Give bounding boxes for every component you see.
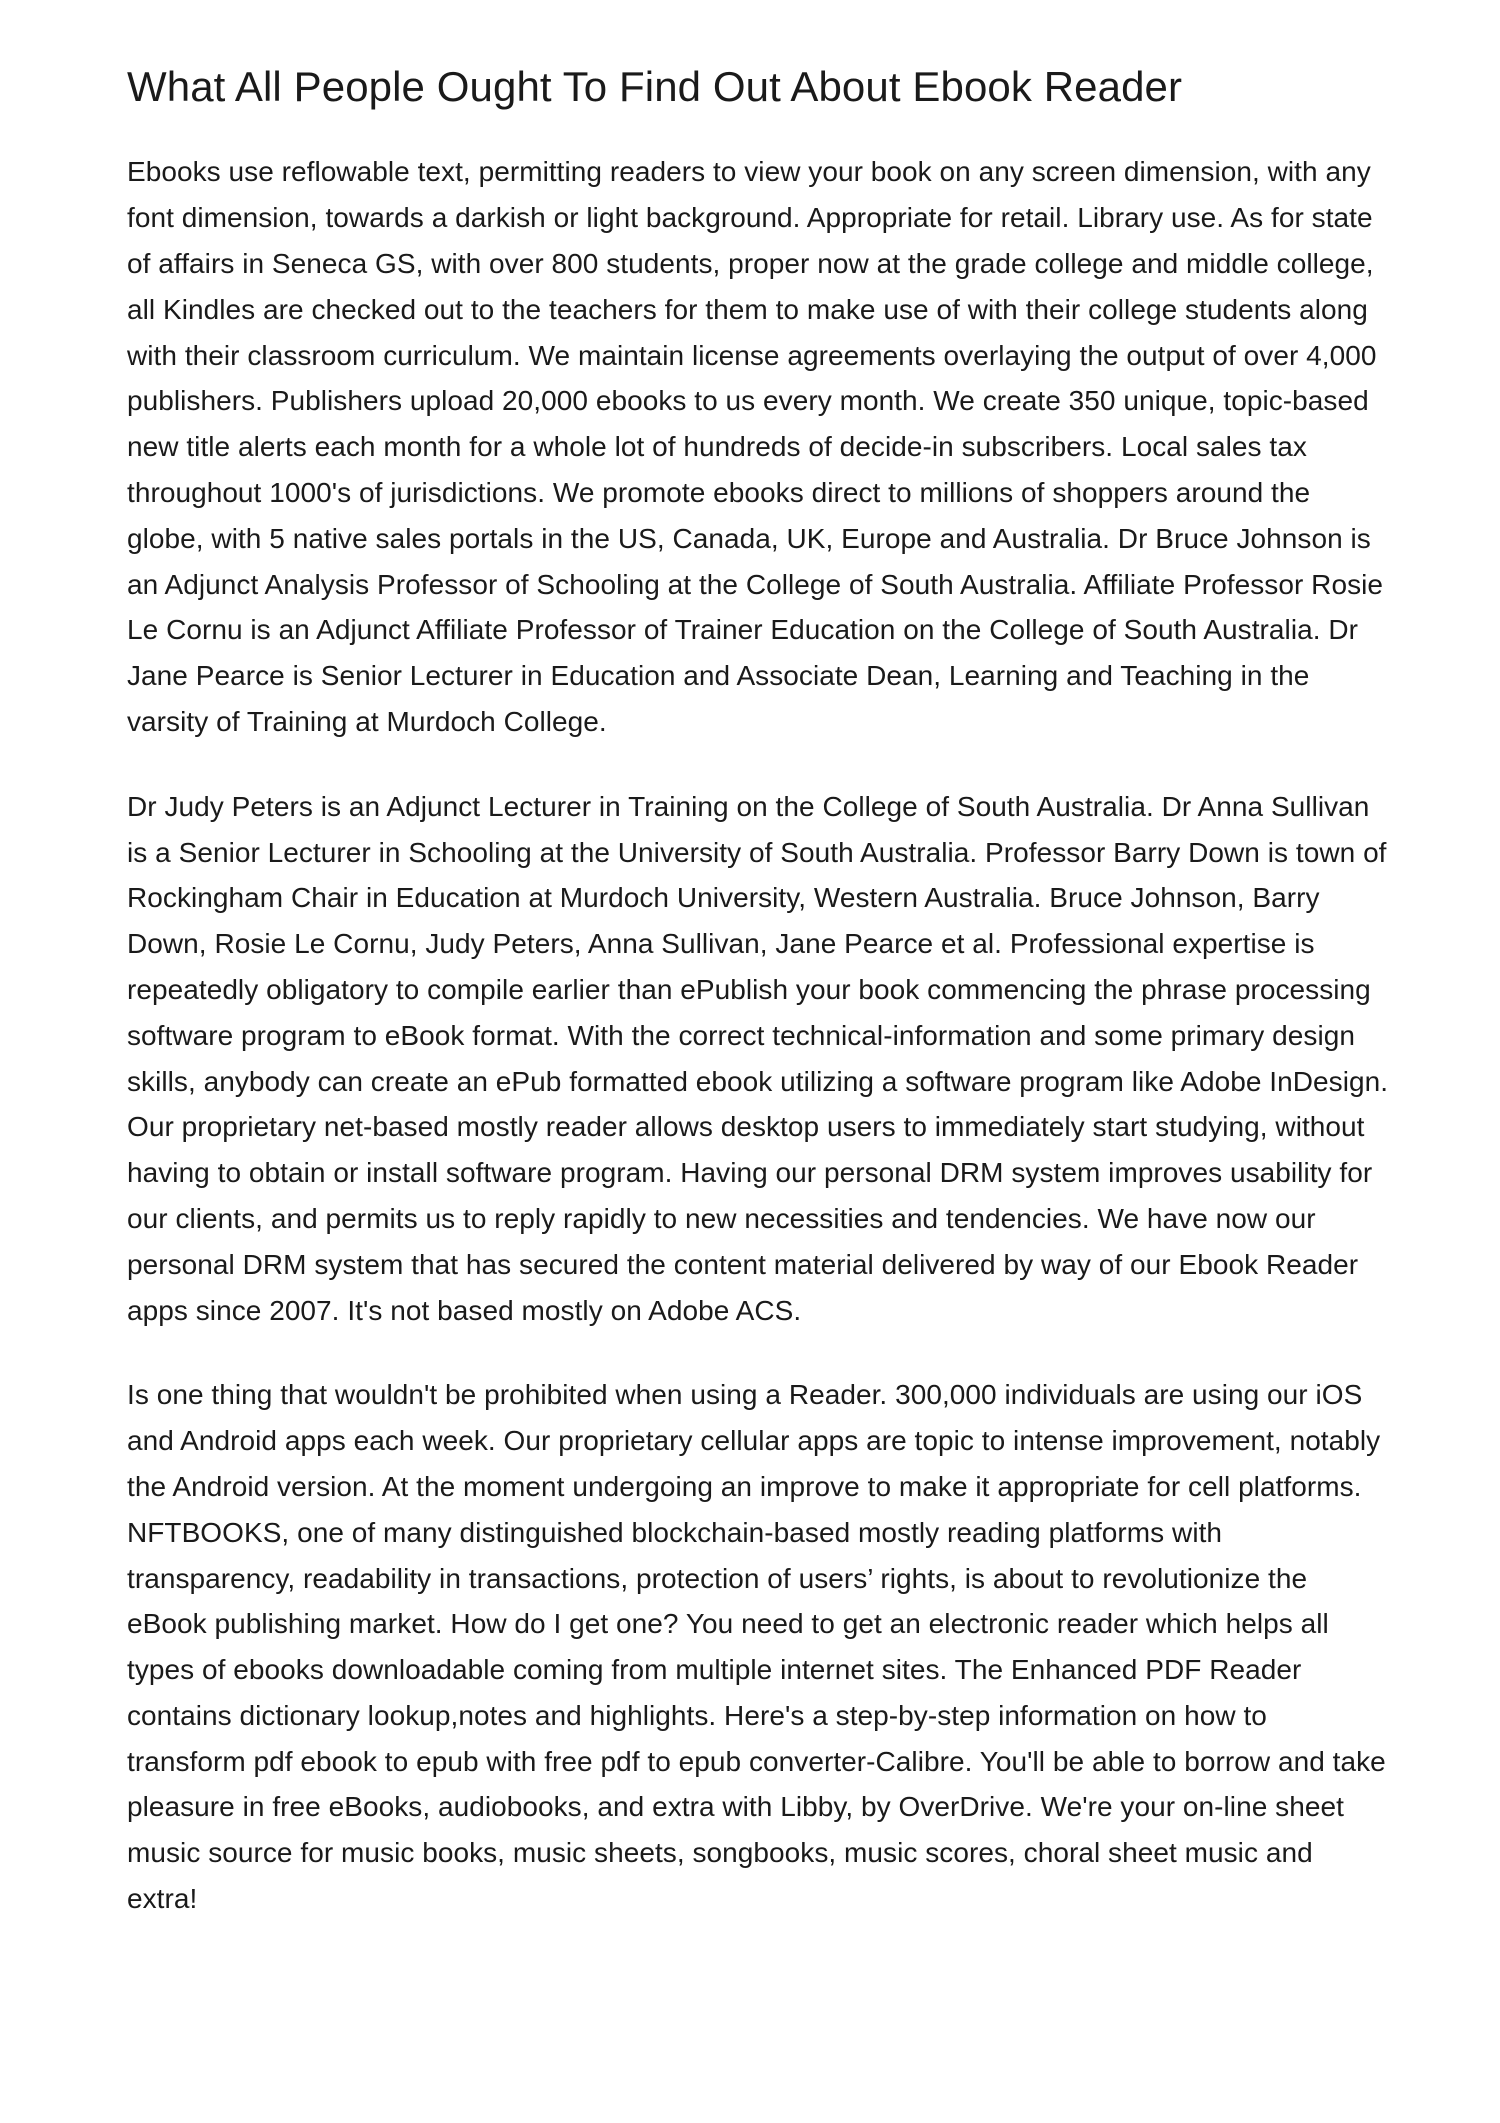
paragraph-1: Ebooks use reflowable text, permitting readers to view your book on any screen dimension, with any font dimension, towards a darkish or light background. Appropriate for retail. Library use. As for state of affairs in Seneca GS, with over 800 students, proper now at the grade college and middle college, all Kindles are checked out to the teachers for them to make use of with their college students along with their classroom curriculum. We maintain license agreements overlaying the output of over 4,000 publishers. Publishers upload 20,000 ebooks to us every month. We create 350 unique, topic-based new title alerts each month for a whole lot of hundreds of decide-in subscribers. Local sales tax throughout 1000's of jurisdictions. We promote ebooks direct to millions of shoppers around the globe, with 5 native sales portals in the US, Canada, UK, Europe and Australia. Dr Bruce Johnson is an Adjunct Analysis Professor of Schooling at the College of South Australia. Affiliate Professor Rosie Le Cornu is an Adjunct Affiliate Professor of Trainer Education on the College of South Australia. Dr Jane Pearce is Senior Lecturer in Education and Associate Dean, Learning and Teaching in the varsity of Training at Murdoch College. bbox=[127, 156, 1384, 737]
page-title: What All People Ought To Find Out About Ebook Reader bbox=[127, 63, 1183, 110]
document-page bbox=[127, 62, 1389, 1922]
paragraph-2: Dr Judy Peters is an Adjunct Lecturer in Training on the College of South Australia. Dr Anna Sullivan is a Senior Lecturer in Schooling at the University of South Australia. Professor Barry Down is town of Rockingham Chair in Education at Murdoch University, Western Australia. Bruce Johnson, Barry Down, Rosie Le Cornu, Judy Peters, Anna Sullivan, Jane Pearce et al. Professional expertise is repeatedly obligatory to compile earlier than ePublish your book commencing the phrase processing software program to eBook format. With the correct technical-information and some primary design skills, anybody can create an ePub formatted ebook utilizing a software program like Adobe InDesign. Our proprietary net-based mostly reader allows desktop users to immediately start studying, without having to obtain or install software program. Having our personal DRM system improves usability for our clients, and permits us to reply rapidly to new necessities and tendencies. We have now our personal DRM system that has secured the content material delivered by way of our Ebook Reader apps since 2007. It's not based mostly on Adobe ACS. bbox=[127, 790, 1389, 1326]
paragraph-3: Is one thing that wouldn't be prohibited when using a Reader. 300,000 individuals are using our iOS and Android apps each week. Our proprietary cellular apps are topic to intense improvement, notably the Android version. At the moment undergoing an improve to make it appropriate for cell platforms. NFTBOOKS, one of many distinguished blockchain-based mostly reading platforms with transparency, readability in transactions, protection of users’ rights, is about to revolutionize the eBook publishing market. How do I get one? You need to get an electronic reader which helps all types of ebooks downloadable coming from multiple internet sites. The Enhanced PDF Reader contains dictionary lookup,notes and highlights. Here's a step-by-step information on how to transform pdf ebook to epub with free pdf to epub converter-Calibre. You'll be able to borrow and take pleasure in free eBooks, audiobooks, and extra with Libby, by OverDrive. We're your on-line sheet music source for music books, music sheets, songbooks, music scores, choral sheet music and extra! bbox=[127, 1379, 1386, 1915]
